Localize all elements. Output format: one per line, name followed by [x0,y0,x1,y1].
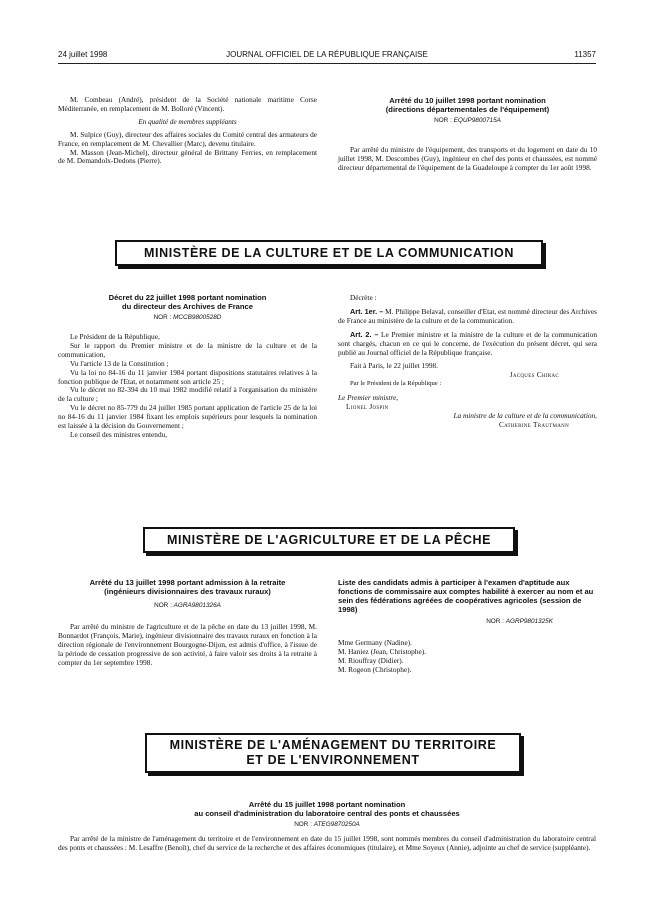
list-item: Mme Germany (Nadine). [338,638,412,647]
act-title: Décret du 22 juillet 1998 portant nomination [108,293,267,302]
act-title-sub: au conseil d'administration du laboratoire central des ponts et chaussées [194,809,460,818]
culture-left-column [58,293,317,440]
act-title: Arrêté du 13 juillet 1998 portant admission à la retraite [89,578,286,587]
fait-a-paris: Fait à Paris, le 22 juillet 1998. [350,361,438,371]
par-le-president: Par le Président de la République : [350,380,442,388]
nor-reference: NOR : AGRP9801325K [486,618,553,625]
amenagement-section [58,800,596,853]
candidate-list [338,639,597,675]
act-title: Arrêté du 15 juillet 1998 portant nomination [248,800,406,809]
header-rule [58,63,596,64]
paragraph: Vu l'article 13 de la Constitution ; [70,358,169,368]
article-2: Art. 2. – Le Premier ministre et la ministre de la culture et de la communication sont chargés, chacun en ce qui le concerne, de l'exécution du présent décret, qui sera publié au Journal officiel de la République française. [338,329,598,357]
top-left-column [58,96,317,166]
ministry-title-line2: ET DE L'ENVIRONNEMENT [246,753,420,767]
page-header [58,50,596,64]
act-title: Arrêté du 10 juillet 1998 portant nomination [389,96,546,105]
ministry-culture-banner [115,240,543,266]
signature-president: Jacques Chirac [509,370,559,380]
nor-reference: NOR : MCCB9800528D [153,314,222,321]
paragraph: Par arrêté du ministre de l'équipement, des transports et du logement en date du 10 juillet 1998, M. Descombes (Guy), ingénieur en chef des ponts et chaussées, est nommé directeur départemental de l'équipement de la Guadeloupe à compter du 1er août 1998. [338,145,597,172]
paragraph: Vu la loi no 84-16 du 11 janvier 1984 portant dispositions statutaires relatives à la fonction publique de l'Etat, et notamment son article 25 ; [58,367,317,386]
paragraph: M. Combeau (André), président de la Société nationale maritime Corse Méditerranée, en remplacement de M. Bolloré (Vincent). [58,95,317,113]
subheading: En qualité de membres suppléants [138,117,237,126]
ministre-title: La ministre de la culture et de la communication, [453,410,597,420]
premier-ministre-name: Lionel Jospin [346,402,389,412]
paragraph: M. Masson (Jean-Michel), directeur général de Brittany Ferries, en remplacement de M. Demandolx-Dedons (Pierre). [58,147,317,166]
list-item: M. Riouffray (Didier). [338,655,404,665]
nor-reference: NOR : ATEG9870250A [294,821,360,828]
agriculture-right-column [338,578,597,675]
list-item: M. Rogeon (Christophe). [338,664,412,674]
paragraph: Par arrêté du ministre de l'agriculture et de la pêche en date du 13 juillet 1998, M. Bonnardot (François, Marie), ingénieur divisionnaire des travaux ruraux en fonction à la direction régionale de l'environnement Bourgogne-Dijon, est admis d'office, à l'issue de la période de cessation progressive de son activité, à faire valoir ses droits à la retraite à compter du 1er septembre 1998. [58,622,317,667]
act-title-sub: (ingénieurs divisionnaires des travaux ruraux) [104,587,271,596]
header-page-number: 11357 [574,50,596,59]
decrete-label: Décrète : [350,293,377,302]
paragraph: M. Sulpice (Guy), directeur des affaires sociales du Comité central des armateurs de France, en remplacement de M. Chevallier (Marc), devenu titulaire. [58,129,317,148]
list-item: M. Haniez (Jean, Christophe). [338,646,426,656]
top-right-column [338,96,597,173]
article-1: Art. 1er. – M. Philippe Belaval, conseiller d'Etat, est nommé directeur des Archives de France au ministère de la culture et de la communication. [338,306,598,325]
ministry-amenagement-banner [145,733,521,773]
paragraph: Vu le décret no 82-394 du 10 mai 1982 modifié relatif à l'organisation du ministère de la culture ; [58,385,317,404]
paragraph: Le conseil des ministres entendu, [70,429,168,439]
header-journal-title: JOURNAL OFFICIEL DE LA RÉPUBLIQUE FRANÇAISE [226,50,428,59]
act-title-sub: du directeur des Archives de France [122,302,253,311]
nor-reference: NOR : AGRA9801326A [154,602,221,609]
agriculture-left-column [58,578,317,668]
ministry-agriculture-banner [143,527,515,553]
nor-reference: NOR : EQUP9800715A [434,117,501,124]
premier-ministre-title: Le Premier ministre, [338,393,399,403]
act-title-sub: (directions départementales de l'équipement) [385,105,550,114]
ministry-title: MINISTÈRE DE L'AGRICULTURE ET DE LA PÊCHE [166,532,492,547]
paragraph: Le Président de la République, [70,332,160,341]
culture-right-column [338,294,597,430]
paragraph: Sur le rapport du Premier ministre et de la ministre de la culture et de la communication, [58,340,317,359]
ministry-title-line1: MINISTÈRE DE L'AMÉNAGEMENT DU TERRITOIRE [169,738,497,752]
ministry-title: MINISTÈRE DE LA CULTURE ET DE LA COMMUNICATION [144,245,514,260]
paragraph: Par arrêté de la ministre de l'aménagement du territoire et de l'environnement en date du 15 juillet 1998, sont nommés membres du conseil d'administration du laboratoire central des ponts et chaussées : M. Lesaffre (Benoît), chef du service de la recherche et des affaires économiques (titulaire), et Mme Soyeux (Annie), adjointe au chef de service (suppléante). [58,834,596,852]
paragraph: Vu le décret no 85-779 du 24 juillet 1985 portant application de l'article 25 de la loi no 84-16 du 11 janvier 1984 fixant les emplois supérieurs pour lesquels la nomination est laissée à la décision du Gouvernement ; [58,403,317,431]
header-date: 24 juillet 1998 [58,50,108,59]
ministre-name: Catherine Trautmann [498,419,569,429]
list-title: Liste des candidats admis à participer à l'examen d'aptitude aux fonctions de commissaire aux comptes habilité à exercer au nom et au sein des fédérations agréées de coopératives agricoles (session de 1998) [338,578,594,614]
